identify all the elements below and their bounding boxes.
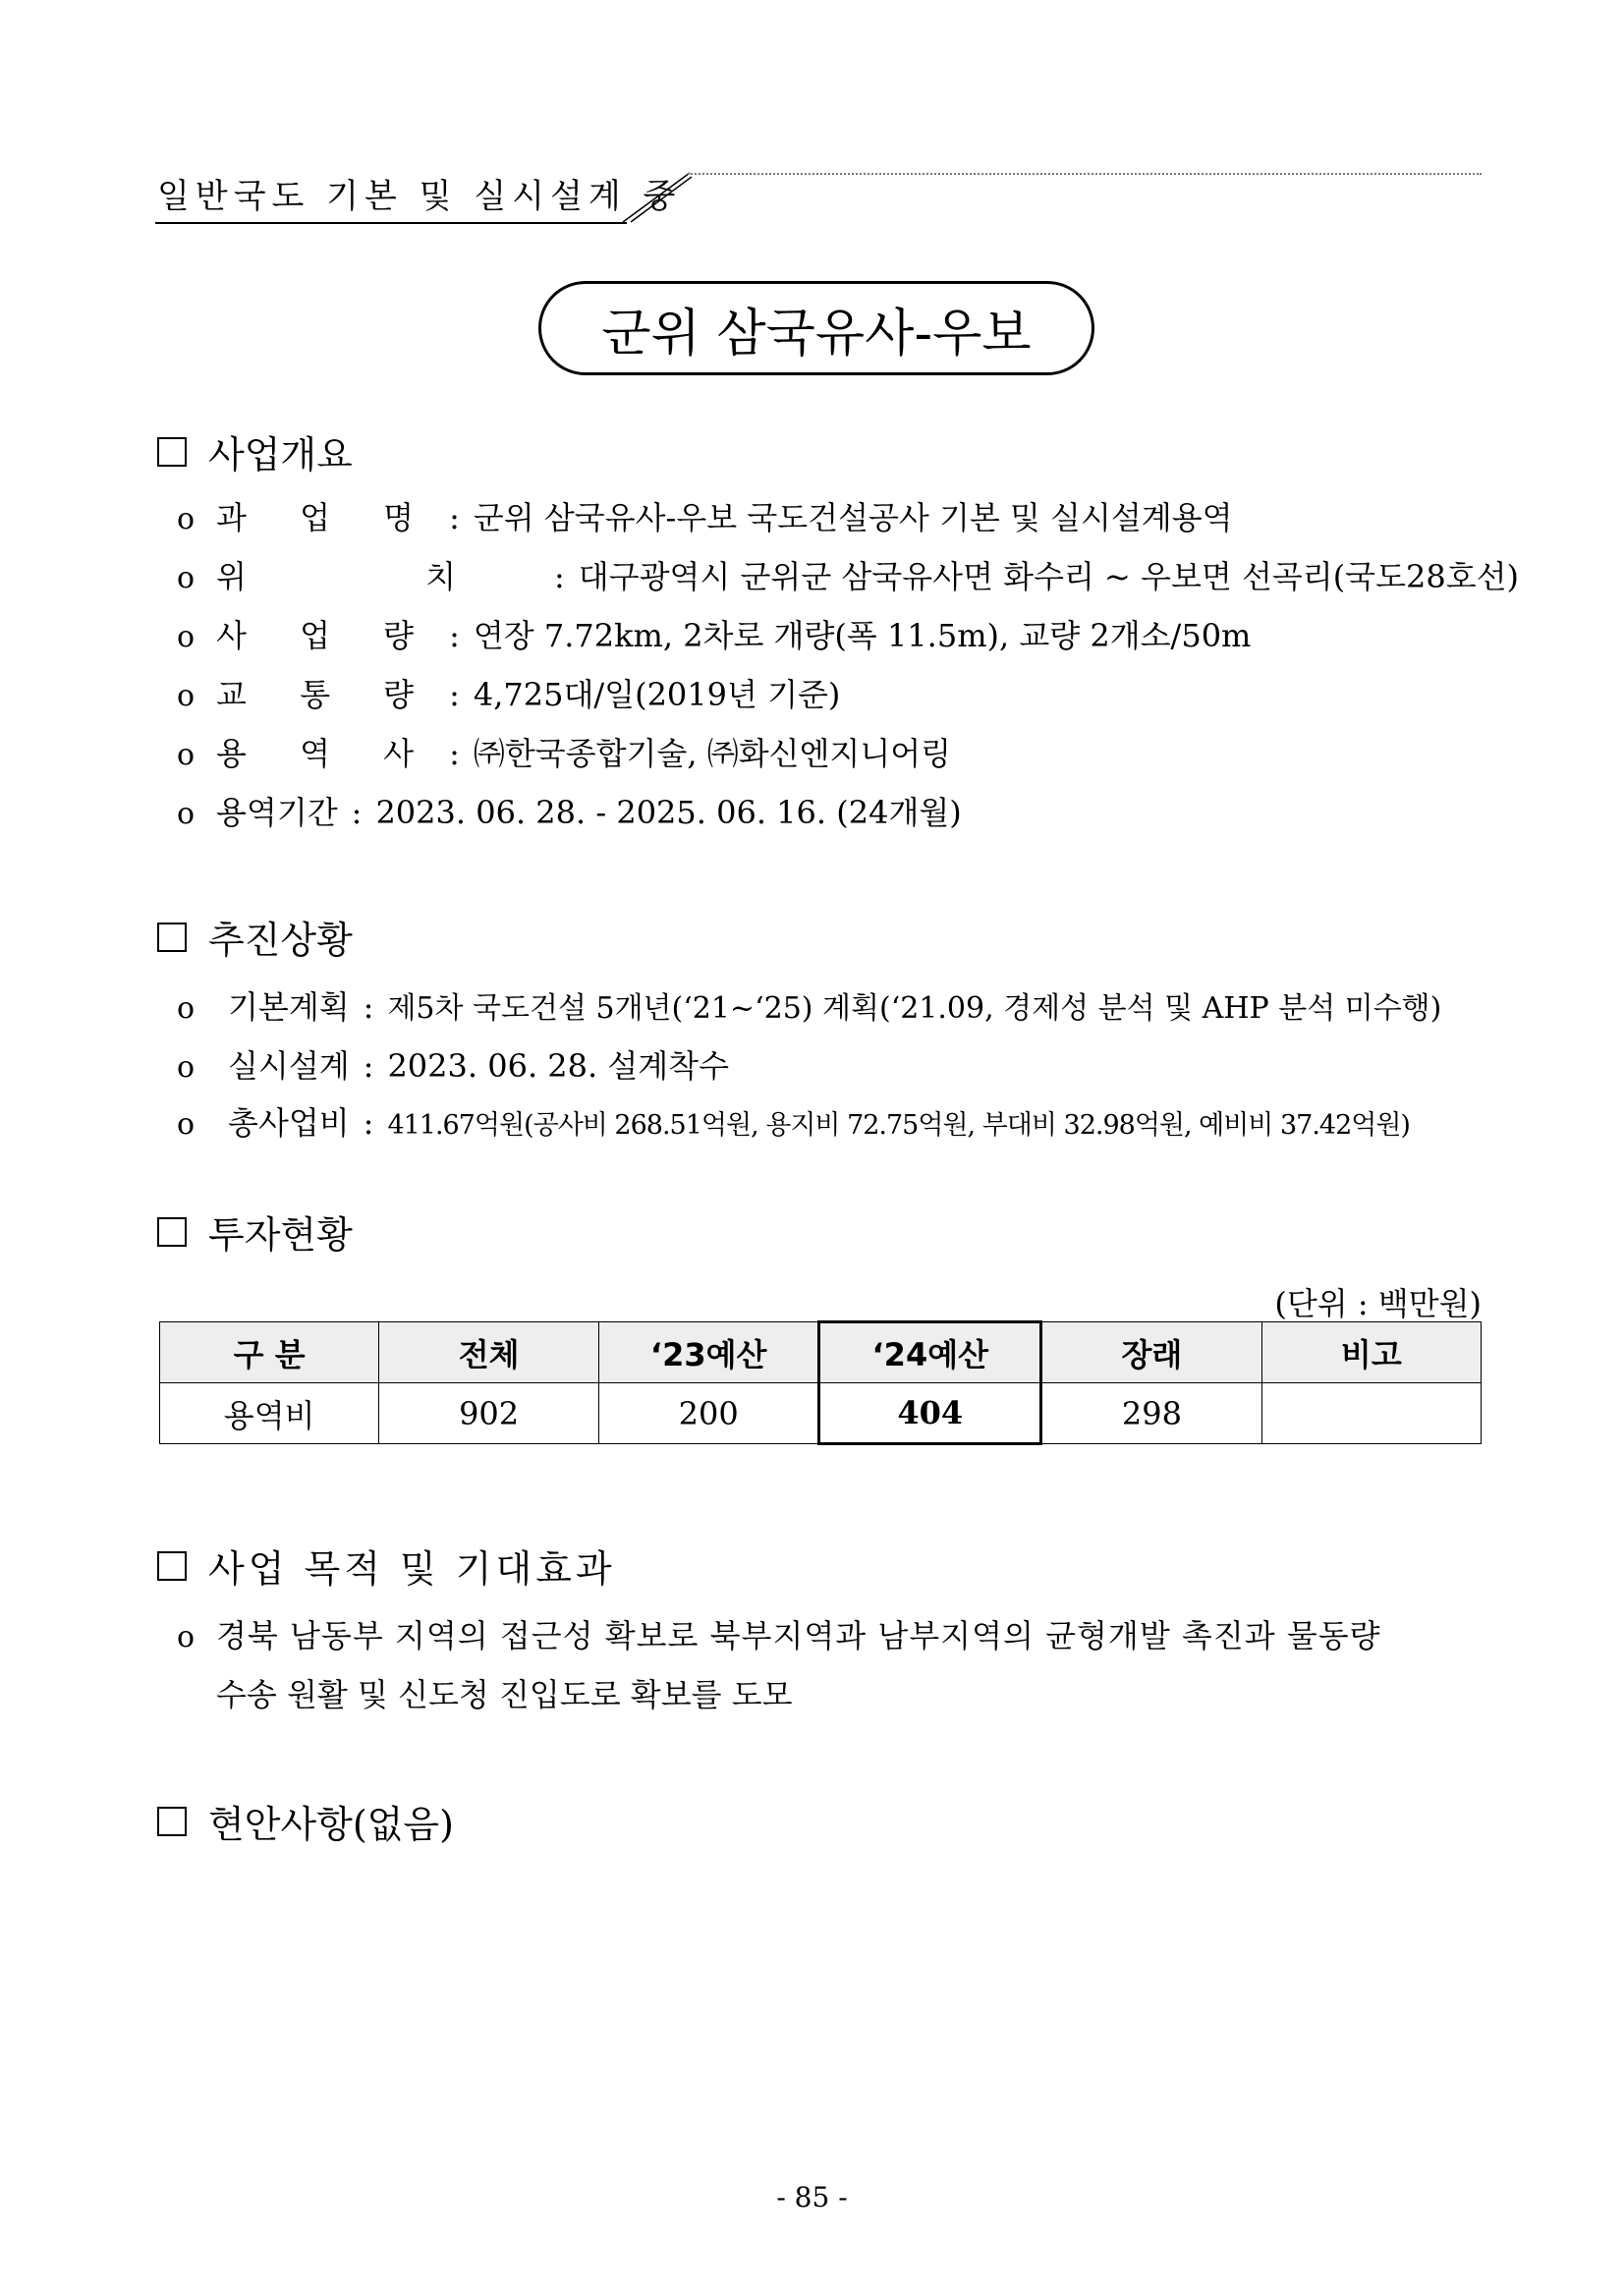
table-header-cell: ‘23예산 (598, 1322, 819, 1383)
circle-bullet-icon: o (177, 620, 196, 654)
overview-value: 2023. 06. 28. - 2025. 06. 16. (24개월) (375, 794, 962, 831)
section-investment-heading (157, 1204, 353, 1259)
page-number: - 85 - (776, 2181, 848, 2213)
overview-label: 과 업 명 (216, 499, 436, 536)
table-header-row (160, 1322, 1482, 1383)
section-title: 추진상황 (208, 919, 353, 962)
progress-label: 총사업비 (228, 1104, 350, 1142)
overview-item (177, 493, 1233, 538)
header-tag: 일반국도 기본 및 실시설계 중 (157, 177, 682, 216)
header-dotted-line (688, 173, 1482, 175)
colon-separator: : (449, 735, 460, 772)
colon-separator: : (351, 794, 363, 831)
section-title: 사업 목적 및 기대효과 (208, 1547, 616, 1591)
table-cell: 902 (379, 1383, 599, 1444)
progress-item (177, 1098, 1410, 1144)
overview-item (177, 729, 951, 774)
circle-bullet-icon: o (177, 1620, 196, 1654)
table-cell-highlighted: 404 (819, 1383, 1041, 1444)
colon-separator: : (449, 499, 460, 536)
table-cell: 용역비 (160, 1383, 379, 1444)
colon-separator: : (363, 1104, 374, 1142)
overview-item (177, 552, 1519, 597)
overview-label: 용역기간 (216, 794, 338, 831)
section-purpose-heading (157, 1539, 616, 1593)
section-progress-heading (157, 910, 353, 964)
overview-label: 위 치 (216, 558, 540, 595)
checkbox-icon (157, 437, 187, 467)
section-overview-heading (157, 424, 353, 478)
table-row (160, 1383, 1482, 1444)
overview-label: 교 통 량 (216, 676, 436, 713)
page-title: 군위 삼국유사-우보 (601, 304, 1032, 364)
overview-item (177, 611, 1251, 656)
progress-label: 실시설계 (228, 1047, 350, 1085)
investment-table (159, 1320, 1482, 1445)
table-header-cell: 비고 (1261, 1322, 1481, 1383)
table-header-cell: 구 분 (160, 1322, 379, 1383)
overview-item (177, 788, 962, 833)
unit-label: (단위 : 백만원) (1274, 1285, 1482, 1322)
purpose-line: 경북 남동부 지역의 접근성 확보로 북부지역과 남부지역의 균형개발 촉진과 물동량 (216, 1617, 1381, 1654)
section-title: 사업개요 (208, 433, 353, 476)
circle-bullet-icon: o (177, 797, 196, 831)
overview-value: 군위 삼국유사-우보 국도건설공사 기본 및 실시설계용역 (473, 499, 1233, 536)
header-slash-decoration (621, 169, 692, 224)
table-cell: 200 (598, 1383, 819, 1444)
circle-bullet-icon: o (177, 1050, 196, 1085)
circle-bullet-icon: o (177, 679, 196, 713)
overview-label: 사 업 량 (216, 617, 436, 654)
overview-value: 대구광역시 군위군 삼국유사면 화수리 ~ 우보면 선곡리(국도28호선) (578, 558, 1520, 595)
section-title: 현안사항(없음) (208, 1803, 454, 1846)
overview-item (177, 670, 840, 715)
colon-separator: : (363, 1047, 374, 1085)
colon-separator: : (449, 676, 460, 713)
progress-value: 2023. 06. 28. 설계착수 (387, 1047, 729, 1085)
colon-separator: : (363, 988, 374, 1026)
table-cell (1261, 1383, 1481, 1444)
progress-value: 제5차 국도건설 5개년(‘21~‘25) 계획(‘21.09, 경제성 분석 및 AHP 분석 미수행) (387, 991, 1442, 1026)
table-header-cell-highlighted: ‘24예산 (819, 1322, 1041, 1383)
colon-separator: : (554, 558, 565, 595)
progress-label: 기본계획 (228, 988, 350, 1026)
checkbox-icon (157, 1551, 187, 1581)
purpose-line: 수송 원활 및 신도청 진입도로 확보를 도모 (216, 1676, 793, 1713)
circle-bullet-icon: o (177, 561, 196, 595)
table-header-cell: 장래 (1041, 1322, 1262, 1383)
overview-value: ㈜한국종합기술, ㈜화신엔지니어링 (473, 735, 952, 772)
overview-value: 4,725대/일(2019년 기준) (473, 676, 841, 713)
progress-item (177, 982, 1441, 1028)
checkbox-icon (157, 923, 187, 952)
progress-value: 411.67억원(공사비 268.51억원, 용지비 72.75억원, 부대비 32.98억원, 예비비 37.42억원) (387, 1110, 1410, 1141)
colon-separator: : (449, 617, 460, 654)
circle-bullet-icon: o (177, 1107, 196, 1142)
circle-bullet-icon: o (177, 502, 196, 536)
overview-label: 용 역 사 (216, 735, 436, 772)
circle-bullet-icon: o (177, 738, 196, 772)
section-title: 투자현황 (208, 1213, 353, 1257)
overview-value: 연장 7.72km, 2차로 개량(폭 11.5m), 교량 2개소/50m (473, 617, 1252, 654)
progress-item (177, 1041, 729, 1087)
circle-bullet-icon: o (177, 991, 196, 1026)
table-header-cell: 전체 (379, 1322, 599, 1383)
checkbox-icon (157, 1217, 187, 1247)
section-issues-heading (157, 1794, 454, 1848)
header-underline (155, 222, 627, 224)
table-cell: 298 (1041, 1383, 1262, 1444)
checkbox-icon (157, 1807, 187, 1836)
purpose-item (177, 1611, 1381, 1656)
title-box (538, 281, 1094, 375)
